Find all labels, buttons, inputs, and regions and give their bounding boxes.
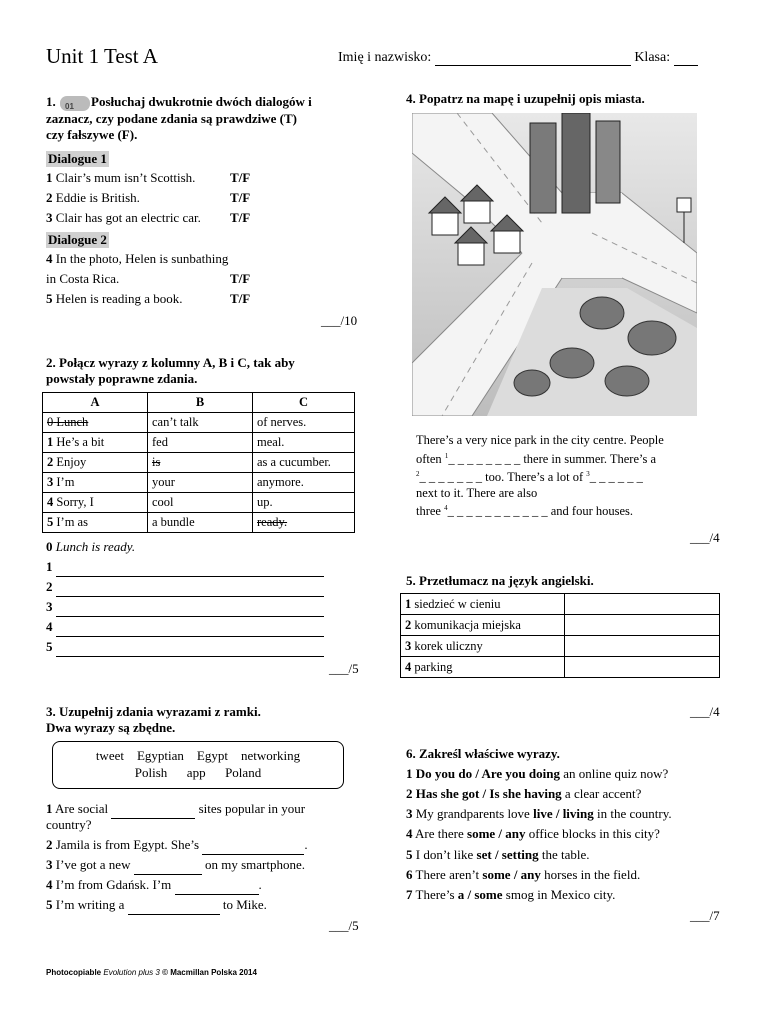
cell-c: meal. <box>253 433 355 453</box>
q3-instruction: 3. Uzupełnij zdania wyrazami z ramki. Dwa wyrazy są zbędne. <box>46 704 261 735</box>
q1-item-2: 2 Eddie is British. <box>46 190 140 205</box>
q1-item-4: 4 In the photo, Helen is sunbathing <box>46 251 229 266</box>
q4-instruction: 4. Popatrz na mapę i uzupełnij opis miasta. <box>406 91 645 106</box>
table-row <box>43 413 355 433</box>
q1-instruction-line1: Posłuchaj dwukrotnie dwóch dialogów i <box>91 94 312 109</box>
copyright-footer: Photocopiable Evolution plus 3 © Macmillan Polska 2014 <box>46 968 257 977</box>
cell-c: anymore. <box>253 473 355 493</box>
q3-item-5: 5 I’m writing a to Mike. <box>46 895 267 915</box>
q2-answer-2[interactable]: 2 <box>46 577 324 597</box>
table-row <box>401 636 720 657</box>
dialogue-2-label: Dialogue 2 <box>48 232 107 247</box>
q2-matching-table <box>42 392 355 533</box>
cell-a: 0 Lunch <box>43 413 148 433</box>
cell-a: 2 Enjoy <box>43 453 148 473</box>
cell-a: 3 I’m <box>43 473 148 493</box>
table-row <box>43 453 355 473</box>
q4-description: There’s a very nice park in the city centre. People often $^1$_ _ _ _ _ _ _ _ there in summer. There’s a $^2$_ _ _ _ _ _ _ too. There’s a lot of $^3$_ _ _ _ _ _ next to it. There are also three $^4$_ _ _ _ _ _ _ _ _ _ _ and four houses. <box>416 433 664 519</box>
q5-translation-table <box>400 593 720 678</box>
q5-instruction: 5. Przetłumacz na język angielski. <box>406 573 594 588</box>
q2-answer-3[interactable]: 3 <box>46 597 324 617</box>
col-b-header: B <box>148 393 253 413</box>
name-class-field <box>338 50 698 66</box>
word-box-line-1: tweet Egyptian Egypt networking <box>95 748 301 763</box>
cell-a: 1 He’s a bit <box>43 433 148 453</box>
q1-tf-1[interactable]: T/F <box>230 170 251 185</box>
dialogue-1-label: Dialogue 1 <box>48 151 107 166</box>
q3-score: ___/5 <box>329 918 359 933</box>
q1-tf-5[interactable]: T/F <box>230 291 251 306</box>
q6-item-2[interactable]: 2 Has she got / Is she having a clear accent? <box>406 786 642 801</box>
q6-item-7[interactable]: 7 There’s a / some smog in Mexico city. <box>406 887 616 902</box>
audio-track-badge: 01 <box>65 101 74 111</box>
q4-score: ___/4 <box>690 530 720 545</box>
q5-answer-cell-1[interactable] <box>565 594 720 615</box>
q3-blank-1[interactable] <box>111 818 195 819</box>
name-label: Imię i nazwisko: <box>338 50 432 65</box>
word-box-line-2: Polish app Poland <box>134 765 262 780</box>
q1-score: ___/10 <box>321 313 358 328</box>
q3-item-2: 2 Jamila is from Egypt. She’s . <box>46 835 308 855</box>
q6-instruction: 6. Zakreśl właściwe wyrazy. <box>406 746 560 761</box>
q3-item-1: 1 Are social sites popular in your <box>46 799 305 819</box>
q1-item-4b: in Costa Rica. <box>46 271 120 286</box>
q1-tf-2[interactable]: T/F <box>230 190 251 205</box>
q3-blank-5[interactable] <box>128 914 220 915</box>
class-label: Klasa: <box>634 50 671 65</box>
q2-instruction: 2. Połącz wyrazy z kolumny A, B i C, tak aby powstały poprawne zdania. <box>46 355 295 386</box>
table-row <box>43 493 355 513</box>
city-map-illustration <box>412 113 697 416</box>
table-row <box>401 657 720 678</box>
table-row <box>43 473 355 493</box>
page-title: Unit 1 Test A <box>46 44 158 68</box>
q5-score: ___/4 <box>690 704 720 719</box>
q6-item-4[interactable]: 4 Are there some / any office blocks in this city? <box>406 826 660 841</box>
q5-prompt-3: 3 korek uliczny <box>401 636 565 657</box>
table-row <box>43 433 355 453</box>
q5-prompt-2: 2 komunikacja miejska <box>401 615 565 636</box>
name-blank[interactable] <box>435 65 631 66</box>
cell-b: fed <box>148 433 253 453</box>
q1-instruction-line2: zaznacz, czy podane zdania są prawdziwe (T) <box>46 110 297 126</box>
q1-instruction-line3: czy fałszywe (F). <box>46 126 138 142</box>
q1-item-5: 5 Helen is reading a book. <box>46 291 183 306</box>
cell-b: cool <box>148 493 253 513</box>
q3-item-1b: country? <box>46 817 92 832</box>
q1-tf-4[interactable]: T/F <box>230 271 251 286</box>
q5-prompt-1: 1 siedzieć w cieniu <box>401 594 565 615</box>
cell-b: a bundle <box>148 513 253 533</box>
q2-example: 0 Lunch is ready. <box>46 539 136 554</box>
class-blank[interactable] <box>674 65 698 66</box>
cell-b: can’t talk <box>148 413 253 433</box>
q6-score: ___/7 <box>690 908 720 923</box>
cell-b: is <box>148 453 253 473</box>
q3-item-3: 3 I’ve got a new on my smartphone. <box>46 855 305 875</box>
audio-speaker-icon[interactable] <box>60 96 90 111</box>
q1-item-1: 1 Clair’s mum isn’t Scottish. <box>46 170 196 185</box>
q6-item-6[interactable]: 6 There aren’t some / any horses in the field. <box>406 867 641 882</box>
q2-score: ___/5 <box>329 661 359 676</box>
q5-answer-cell-2[interactable] <box>565 615 720 636</box>
q5-answer-cell-3[interactable] <box>565 636 720 657</box>
q5-answer-cell-4[interactable] <box>565 657 720 678</box>
col-c-header: C <box>253 393 355 413</box>
office-blocks <box>530 113 620 213</box>
q2-answer-1[interactable]: 1 <box>46 557 324 577</box>
table-row <box>43 513 355 533</box>
cell-c: of nerves. <box>253 413 355 433</box>
q3-item-4: 4 I’m from Gdańsk. I’m . <box>46 875 262 895</box>
q1-tf-3[interactable]: T/F <box>230 210 251 225</box>
q1-item-3: 3 Clair has got an electric car. <box>46 210 201 225</box>
cell-a: 4 Sorry, I <box>43 493 148 513</box>
q1-number: 1. <box>46 94 56 109</box>
q6-item-3[interactable]: 3 My grandparents love live / living in the country. <box>406 806 672 821</box>
q6-item-5[interactable]: 5 I don’t like set / setting the table. <box>406 847 590 862</box>
table-row <box>401 615 720 636</box>
cell-c: as a cucumber. <box>253 453 355 473</box>
cell-a: 5 I’m as <box>43 513 148 533</box>
q2-answer-4[interactable]: 4 <box>46 617 324 637</box>
cell-c: ready. <box>253 513 355 533</box>
q1-instruction <box>46 94 366 143</box>
q5-prompt-4: 4 parking <box>401 657 565 678</box>
q6-item-1[interactable]: 1 Do you do / Are you doing an online quiz now? <box>406 766 669 781</box>
cell-b: your <box>148 473 253 493</box>
q3-word-box <box>52 741 344 789</box>
col-a-header: A <box>43 393 148 413</box>
cell-c: up. <box>253 493 355 513</box>
q2-answer-5[interactable]: 5 <box>46 637 324 657</box>
table-row <box>401 594 720 615</box>
